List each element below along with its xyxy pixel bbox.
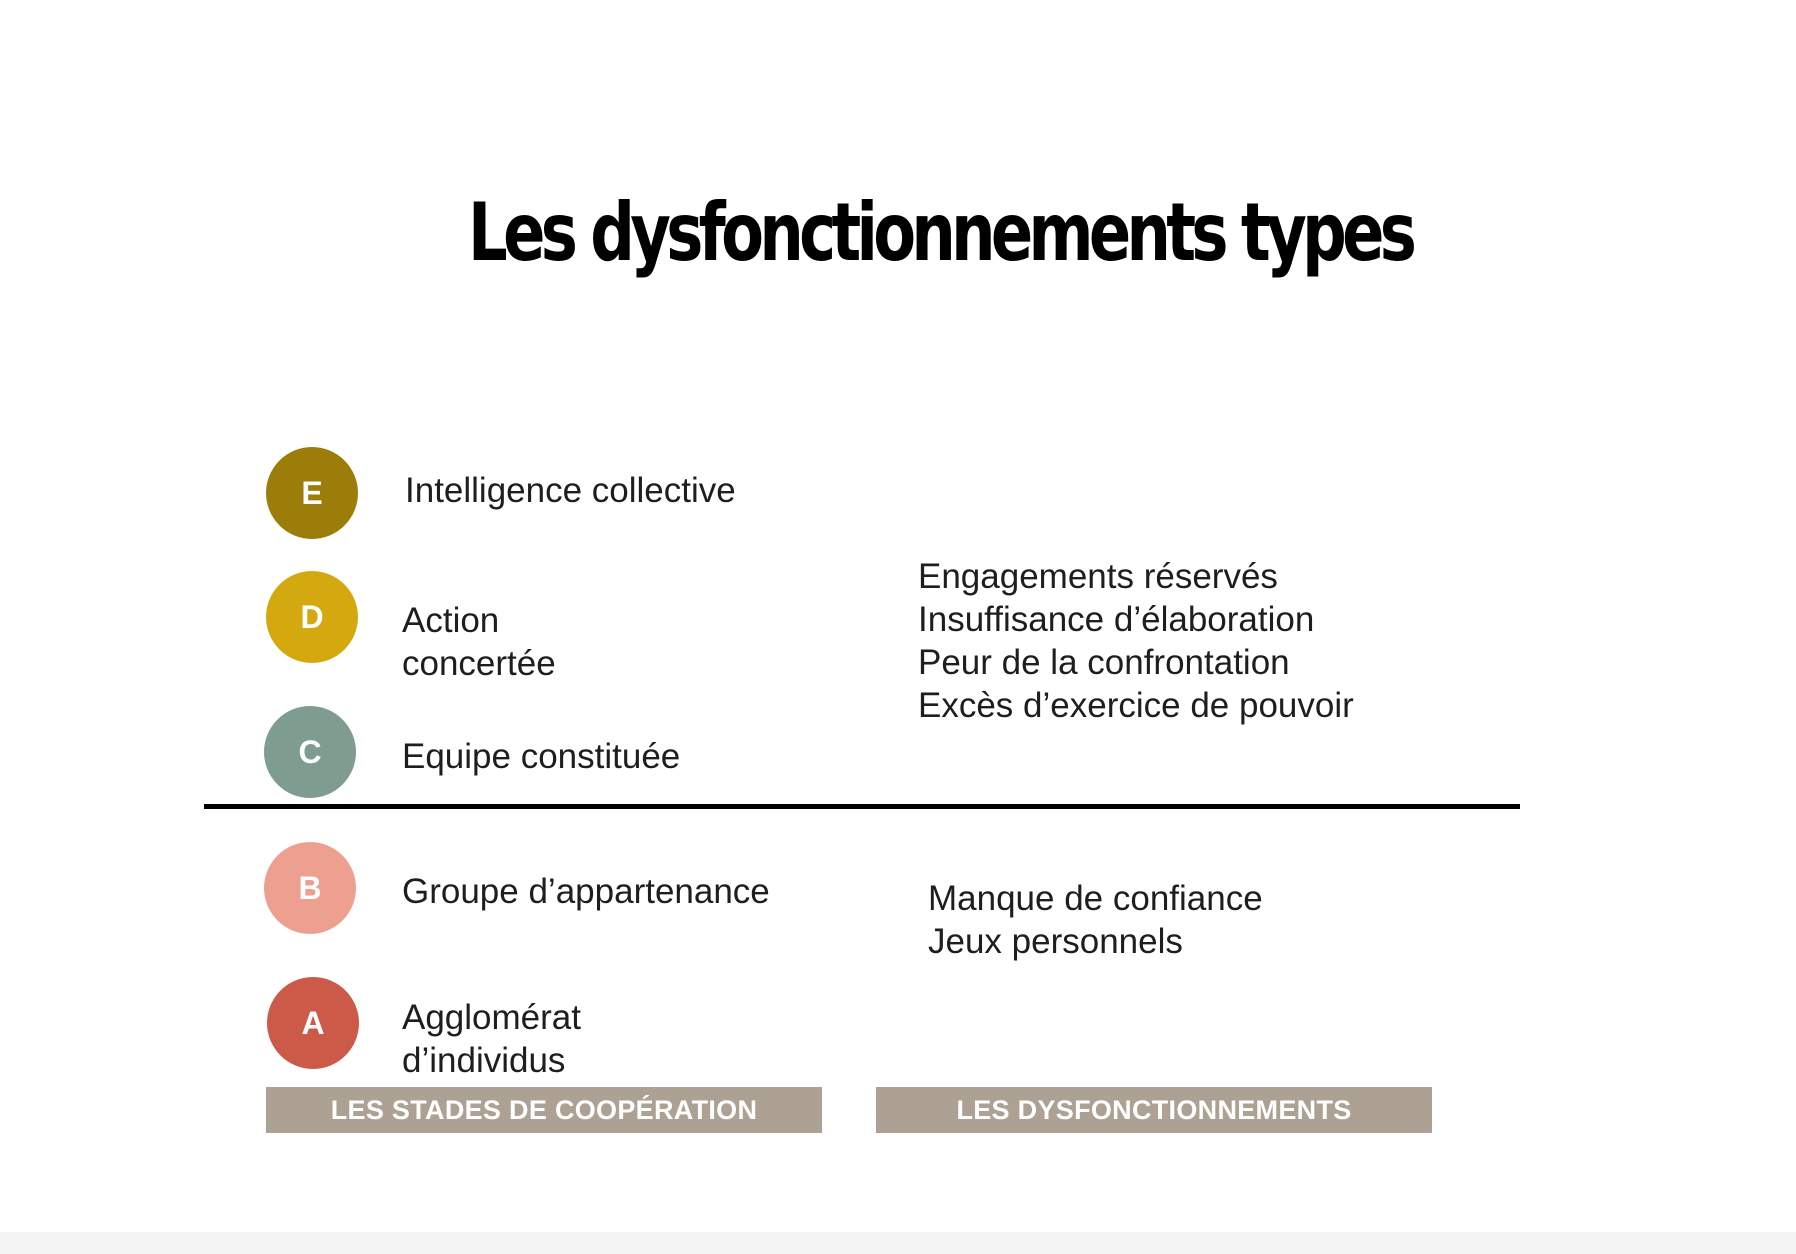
stage-d-label-line-2: concertée — [402, 644, 556, 683]
stage-c-label — [402, 735, 680, 778]
stage-e-label — [405, 469, 736, 512]
stage-d-circle: D — [266, 571, 358, 663]
upper-dysfunctions-list — [918, 555, 1354, 727]
stage-a-circle: A — [267, 977, 359, 1069]
stage-d-label-line-1: Action — [402, 601, 500, 640]
stage-e-circle: E — [266, 447, 358, 539]
stage-a-label-line-2: d’individus — [402, 1041, 566, 1080]
dysfunction-item: Peur de la confrontation — [918, 643, 1290, 682]
stage-b-label-line-1: Groupe d’appartenance — [402, 872, 770, 911]
stage-c-label-line-1: Equipe constituée — [402, 737, 681, 776]
dysfunction-item: Manque de confiance — [928, 879, 1263, 918]
stage-b-circle: B — [264, 842, 356, 934]
dysfunctions-footer: LES DYSFONCTIONNEMENTS — [876, 1087, 1432, 1133]
stage-d-label — [402, 599, 556, 685]
stage-a-label — [402, 996, 581, 1082]
dysfunction-item: Excès d’exercice de pouvoir — [918, 686, 1354, 725]
separator-line — [204, 804, 1520, 809]
page-title: Les dysfonctionnements types — [468, 186, 1413, 279]
stage-b-label — [402, 870, 770, 913]
stage-a-label-line-1: Agglomérat — [402, 998, 581, 1037]
stage-e-label-line-1: Intelligence collective — [405, 471, 736, 510]
lower-dysfunctions-list — [928, 877, 1263, 963]
bottom-strip — [0, 1232, 1796, 1254]
dysfunction-item: Engagements réservés — [918, 557, 1278, 596]
dysfunction-item: Jeux personnels — [928, 922, 1183, 961]
dysfunction-item: Insuffisance d’élaboration — [918, 600, 1315, 639]
cooperation-stages-footer: LES STADES DE COOPÉRATION — [266, 1087, 822, 1133]
stage-c-circle: C — [264, 706, 356, 798]
